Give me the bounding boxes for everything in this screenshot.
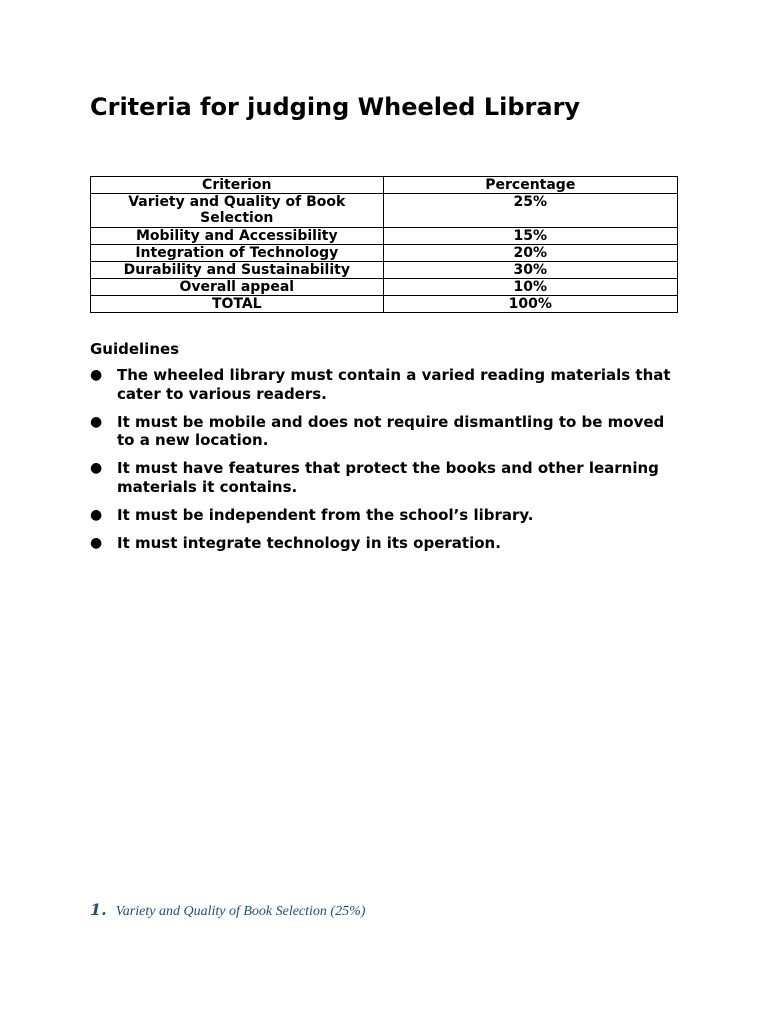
list-item-text: It must have features that protect the books and other learning materials it contains. bbox=[117, 459, 659, 496]
column-header-percentage: Percentage bbox=[383, 177, 677, 194]
bullet-icon: ● bbox=[90, 534, 103, 551]
table-row bbox=[91, 228, 678, 245]
guidelines-list bbox=[90, 366, 680, 562]
table-row bbox=[91, 194, 678, 228]
column-header-criterion: Criterion bbox=[91, 177, 384, 194]
list-item-text: It must integrate technology in its operation. bbox=[117, 533, 501, 552]
section-number: 1. bbox=[90, 900, 107, 919]
table-header-row bbox=[91, 177, 678, 194]
criterion-cell: Integration of Technology bbox=[91, 245, 384, 262]
table-row-total bbox=[91, 296, 678, 313]
percentage-cell: 20% bbox=[383, 245, 677, 262]
percentage-cell: 10% bbox=[383, 279, 677, 296]
list-item bbox=[90, 413, 680, 450]
table-row bbox=[91, 262, 678, 279]
criterion-cell: TOTAL bbox=[91, 296, 384, 313]
percentage-cell: 15% bbox=[383, 228, 677, 245]
bullet-icon: ● bbox=[90, 460, 103, 476]
page-title: Criteria for judging Wheeled Library bbox=[90, 93, 581, 121]
list-item bbox=[90, 534, 680, 553]
bullet-icon: ● bbox=[90, 506, 103, 523]
percentage-cell: 30% bbox=[383, 262, 677, 279]
bullet-icon: ● bbox=[90, 367, 103, 383]
list-item bbox=[90, 506, 680, 525]
list-item-text: It must be independent from the school’s library. bbox=[117, 505, 534, 524]
section-heading bbox=[90, 900, 365, 920]
criterion-cell: Durability and Sustainability bbox=[91, 262, 384, 279]
guidelines-heading: Guidelines bbox=[90, 340, 180, 358]
bullet-icon: ● bbox=[90, 413, 103, 430]
list-item bbox=[90, 366, 680, 403]
table-row bbox=[91, 245, 678, 262]
list-item-text: The wheeled library must contain a varied reading materials that cater to various readers. bbox=[117, 366, 671, 403]
table-row bbox=[91, 279, 678, 296]
percentage-cell: 100% bbox=[383, 296, 677, 313]
section-title: Variety and Quality of Book Selection (25%) bbox=[115, 904, 366, 919]
list-item bbox=[90, 459, 680, 496]
criterion-cell: Variety and Quality of Book Selection bbox=[91, 194, 384, 228]
criteria-table bbox=[90, 176, 678, 313]
criterion-cell: Mobility and Accessibility bbox=[91, 228, 384, 245]
list-item-text: It must be mobile and does not require dismantling to be moved to a new location. bbox=[117, 412, 665, 449]
percentage-cell: 25% bbox=[383, 194, 677, 228]
criterion-cell: Overall appeal bbox=[91, 279, 384, 296]
